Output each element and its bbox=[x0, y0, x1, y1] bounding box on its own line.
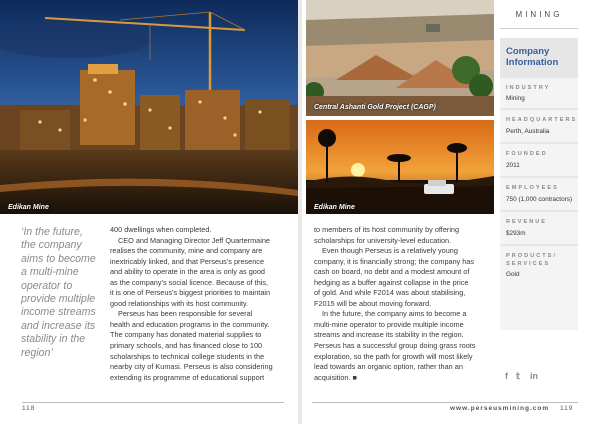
info-value: 2011 bbox=[506, 162, 520, 169]
photo-caption: Edikan Mine bbox=[314, 204, 355, 211]
edikan-sunset-photo bbox=[306, 120, 494, 214]
body-line: and ability to operate in the area is only as good bbox=[110, 267, 265, 277]
info-headquarters bbox=[500, 110, 578, 144]
info-value: Gold bbox=[506, 271, 520, 278]
body-line: Even though Perseus is a relatively young bbox=[322, 246, 458, 256]
body-line: good relationships with its host community. bbox=[110, 298, 249, 308]
edikan-mine-night-photo bbox=[0, 0, 298, 214]
sidebar-title bbox=[506, 46, 558, 68]
info-label-line: PRODUCTS/ bbox=[506, 253, 557, 259]
body-line: it is one of Perseus’s biggest priorities to maintain bbox=[110, 288, 271, 298]
body-line: scholarships for university-level education. bbox=[314, 235, 452, 245]
body-line: multi-mine operator to provide multiple income bbox=[314, 319, 464, 329]
body-line: F2015 will be about moving forward. bbox=[314, 298, 432, 308]
info-label: FOUNDED bbox=[506, 151, 548, 157]
info-label: INDUSTRY bbox=[506, 85, 551, 91]
body-line: acquisition. ■ bbox=[314, 372, 357, 382]
body-line: to members of its host community by offering bbox=[314, 225, 460, 234]
footer-rule bbox=[22, 402, 284, 403]
body-line: hedging as a buffer against collapse in the price bbox=[314, 277, 469, 287]
body-line: of gold. And while F2014 was about stabilising, bbox=[314, 288, 466, 298]
body-line: realises the community, mine and company are bbox=[110, 246, 263, 256]
pull-quote: ‘In the future, the company aims to become a multi-mine operator to provide multiple income streams and increase its stability in the region’ bbox=[21, 226, 96, 359]
body-line: In the future, the company aims to become a bbox=[322, 309, 467, 319]
company-info-sidebar bbox=[500, 38, 578, 330]
page-number: 118 bbox=[22, 405, 36, 412]
body-line: health and education programs in the community. bbox=[110, 319, 270, 329]
body-line: exploration, so the path for growth will most likely bbox=[314, 351, 473, 361]
info-founded bbox=[500, 144, 578, 178]
info-label: REVENUE bbox=[506, 219, 548, 225]
body-line: streams and increase its stability in the region. bbox=[314, 330, 464, 340]
info-label-line: SERVICES bbox=[506, 261, 551, 267]
section-label: MINING bbox=[515, 10, 563, 19]
footer-rule bbox=[312, 402, 578, 403]
info-products-services bbox=[500, 246, 578, 330]
body-line: Perseus has a successful group doing grass roots bbox=[314, 341, 476, 351]
info-label: EMPLOYEES bbox=[506, 185, 559, 191]
photo-caption: Central Ashanti Gold Project (CAGP) bbox=[314, 104, 436, 111]
info-revenue bbox=[500, 212, 578, 246]
body-line: extending its programme of educational support bbox=[110, 372, 265, 382]
body-line: lead towards an organic option, rather than an bbox=[314, 362, 463, 372]
info-industry bbox=[500, 78, 578, 110]
body-line: company, it is financially strong; the company has bbox=[314, 256, 475, 266]
info-label: HEADQUARTERS bbox=[506, 117, 578, 123]
info-value: 750 (1,000 contractors) bbox=[506, 196, 573, 203]
twitter-icon[interactable]: 𝕥 bbox=[516, 371, 521, 381]
body-line: scholarships to technical college students in the bbox=[110, 351, 265, 361]
linkedin-icon[interactable]: in bbox=[530, 371, 538, 381]
body-line: The company has donated material supplies to bbox=[110, 330, 262, 340]
body-line: 400 dwellings when completed. bbox=[110, 225, 212, 234]
left-page bbox=[0, 0, 298, 424]
cagp-mine-photo bbox=[306, 0, 494, 116]
footer-url[interactable]: www.perseusmining.com bbox=[450, 405, 550, 412]
sidebar-title-line: Information bbox=[506, 57, 559, 68]
left-body-column bbox=[110, 225, 290, 383]
photo-caption: Edikan Mine bbox=[8, 204, 49, 211]
body-line: cash on board, no debt and a modest amount of bbox=[314, 267, 470, 277]
body-line: primary schools, and has financed close to 100 bbox=[110, 341, 263, 351]
right-body-column bbox=[314, 225, 500, 383]
info-employees bbox=[500, 178, 578, 212]
body-line: nearby city of Kumasi. Perseus is also considering bbox=[110, 362, 273, 372]
body-line: as the company’s social licence. Because of this, bbox=[110, 277, 269, 287]
page-number: 119 bbox=[560, 405, 574, 412]
info-value: $293m bbox=[506, 230, 526, 237]
info-value: Perth, Australia bbox=[506, 128, 550, 135]
body-line: Perseus has been responsible for several bbox=[118, 309, 253, 319]
facebook-icon[interactable]: f bbox=[505, 371, 508, 381]
body-line: CEO and Managing Director Jeff Quartermaine bbox=[118, 235, 270, 245]
info-value: Mining bbox=[506, 95, 525, 102]
section-rule bbox=[500, 28, 578, 29]
body-line: inextricably linked, and that Perseus’s presence bbox=[110, 256, 264, 266]
info-label bbox=[506, 252, 557, 268]
sidebar-title-line: Company bbox=[506, 46, 550, 57]
